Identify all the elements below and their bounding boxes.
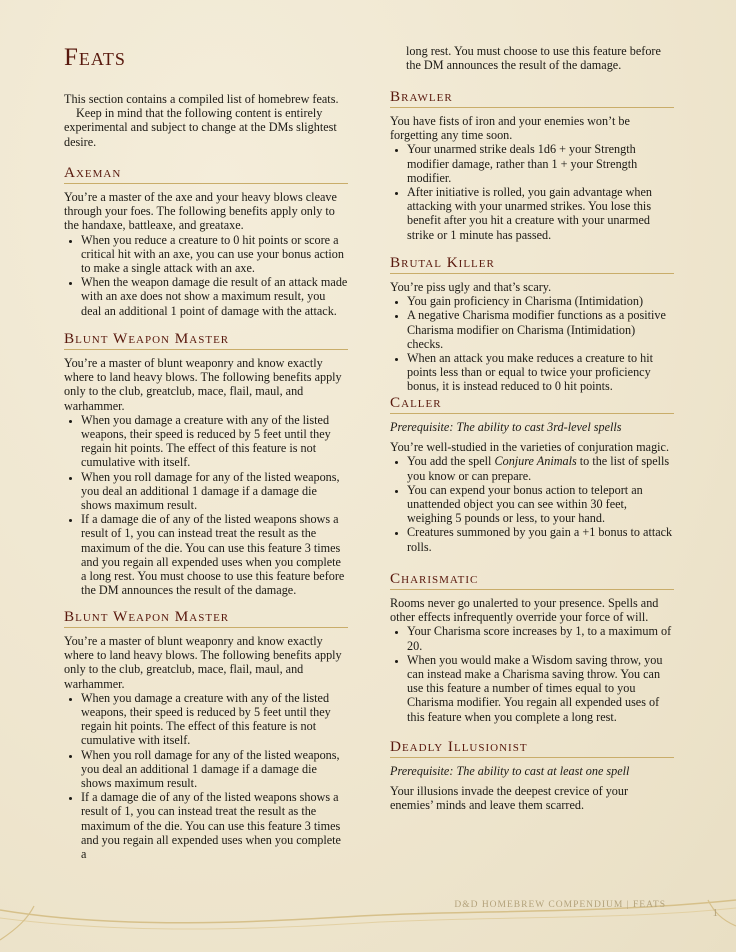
section-blunt-weapon-master-2 xyxy=(64,608,348,861)
bullet-list xyxy=(390,624,674,723)
list-item: • Your unarmed strike deals 1d6 + your Strength modifier damage, rather than 1 + your Strength modifier. xyxy=(407,142,674,185)
bullet-list xyxy=(64,233,348,318)
section-description: Rooms never go unalerted to your presence. Spells and other effects infrequently override your force of will. xyxy=(390,596,659,625)
list-item: • When you roll damage for any of the listed weapons, you deal an additional 1 damage if a damage die shows maximum result. xyxy=(81,748,348,791)
section-description: You’re a master of the axe and your heavy blows cleave through your foes. The following benefits apply only to the handaxe, battleaxe, and greataxe. xyxy=(64,190,337,233)
section-heading: Caller xyxy=(390,394,674,414)
list-item-text: to the list of spells you know or can prepare. xyxy=(407,454,670,483)
bullet-list xyxy=(390,454,674,553)
bullet-list xyxy=(390,294,674,393)
footer-title: D&D HOMEBREW COMPENDIUM | FEATS xyxy=(454,900,666,910)
section-description: You’re piss ugly and that’s scary. xyxy=(390,280,552,294)
list-item: • Your Charisma score increases by 1, to a maximum of 20. xyxy=(407,624,674,652)
section-heading: Blunt Weapon Master xyxy=(64,330,348,350)
list-item: • When an attack you make reduces a creature to hit points less than or equal to twice your proficiency bonus, it is instead reduced to 0 hit points. xyxy=(407,351,674,394)
prerequisite: Prerequisite: The ability to cast at least one spell xyxy=(390,764,630,778)
footer-ornament xyxy=(0,870,736,952)
intro-line-2: Keep in mind that the following content is entirely experimental and subject to change at the DMs slightest desire. xyxy=(64,106,337,149)
bullet-list xyxy=(64,691,348,861)
section-charismatic xyxy=(390,570,674,724)
intro-line-1: This section contains a compiled list of homebrew feats. xyxy=(64,92,339,106)
continued-text: long rest. You must choose to use this feature before the DM announces the result of the damage. xyxy=(406,44,661,73)
section-description: You have fists of iron and your enemies won’t be forgetting any time soon. xyxy=(390,114,630,143)
section-heading: Brutal Killer xyxy=(390,254,674,274)
section-heading: Deadly Illusionist xyxy=(390,738,674,758)
section-heading: Charismatic xyxy=(390,570,674,590)
list-item: • When you would make a Wisdom saving throw, you can instead make a Charisma saving throw. You can use this feature a number of times equal to you Charisma modifier. You regain all expended uses of this feature when you complete a long rest. xyxy=(407,653,674,724)
section-blunt-weapon-master-1 xyxy=(64,330,348,597)
section-description: You’re a master of blunt weaponry and know exactly where to land heavy blows. The following benefits apply only to the club, greatclub, mace, flail, maul, and warhammer. xyxy=(64,356,342,413)
intro xyxy=(64,92,348,149)
page-number: 1 xyxy=(712,907,718,919)
section-heading: Blunt Weapon Master xyxy=(64,608,348,628)
section-axeman xyxy=(64,164,348,318)
list-item xyxy=(407,454,674,482)
list-item: • When the weapon damage die result of an attack made with an axe does not show a maximum result, you deal an additional 1 point of damage with the attack. xyxy=(81,275,348,318)
list-item: • When you reduce a creature to 0 hit points or score a critical hit with an axe, you can use your bonus action to make a single attack with an axe. xyxy=(81,233,348,276)
section-description: You’re well-studied in the varieties of conjuration magic. xyxy=(390,440,670,455)
list-item: • Creatures summoned by you gain a +1 bonus to attack rolls. xyxy=(407,525,674,553)
page-title: Feats xyxy=(64,44,126,71)
prerequisite: Prerequisite: The ability to cast 3rd-level spells xyxy=(390,420,622,434)
section-description: You’re a master of blunt weaponry and know exactly where to land heavy blows. The following benefits apply only to the club, greatclub, mace, flail, maul, and warhammer. xyxy=(64,634,342,691)
section-heading: Axeman xyxy=(64,164,348,184)
bullet-list xyxy=(390,142,674,241)
list-item: • You can expend your bonus action to teleport an unattended object you can see within 30 feet, weighing 5 pounds or less, to your hand. xyxy=(407,483,674,526)
section-brutal-killer xyxy=(390,254,674,394)
section-description: Your illusions invade the deepest crevice of your enemies’ minds and leave them scarred. xyxy=(390,784,629,813)
bullet-list xyxy=(64,413,348,598)
list-item-text: You add the spell xyxy=(407,454,495,469)
section-caller xyxy=(390,394,674,554)
list-item: • When you damage a creature with any of the listed weapons, their speed is reduced by 5 feet until they regain hit points. The effect of this feature is not cumulative with itself. xyxy=(81,413,348,470)
list-item: • After initiative is rolled, you gain advantage when attacking with your unarmed strikes. You lose this benefit after you hit a creature with your unarmed strike or 1 minute has passed. xyxy=(407,185,674,242)
list-item: • When you roll damage for any of the listed weapons, you deal an additional 1 damage if a damage die shows maximum result. xyxy=(81,470,348,513)
section-heading: Brawler xyxy=(390,88,674,108)
list-item: • When you damage a creature with any of the listed weapons, their speed is reduced by 5 feet until they regain hit points. The effect of this feature is not cumulative with itself. xyxy=(81,691,348,748)
list-item: • If a damage die of any of the listed weapons shows a result of 1, you can instead treat the result as the maximum of the die. You can use this feature 3 times and you regain all expended uses when you complete a xyxy=(81,790,348,861)
list-item: • A negative Charisma modifier functions as a positive Charisma modifier on Charisma (Intimidation) checks. xyxy=(407,308,674,351)
list-item: • If a damage die of any of the listed weapons shows a result of 1, you can instead treat the result as the maximum of the die. You can use this feature 3 times and you regain all expended uses when you complete a long rest. You must choose to use this feature before the DM announces the result of the damage. xyxy=(81,512,348,597)
section-brawler xyxy=(390,88,674,242)
spell-name: Conjure Animals xyxy=(494,454,577,469)
section-deadly-illusionist xyxy=(390,738,674,813)
list-item: • You gain proficiency in Charisma (Intimidation) xyxy=(407,294,674,308)
